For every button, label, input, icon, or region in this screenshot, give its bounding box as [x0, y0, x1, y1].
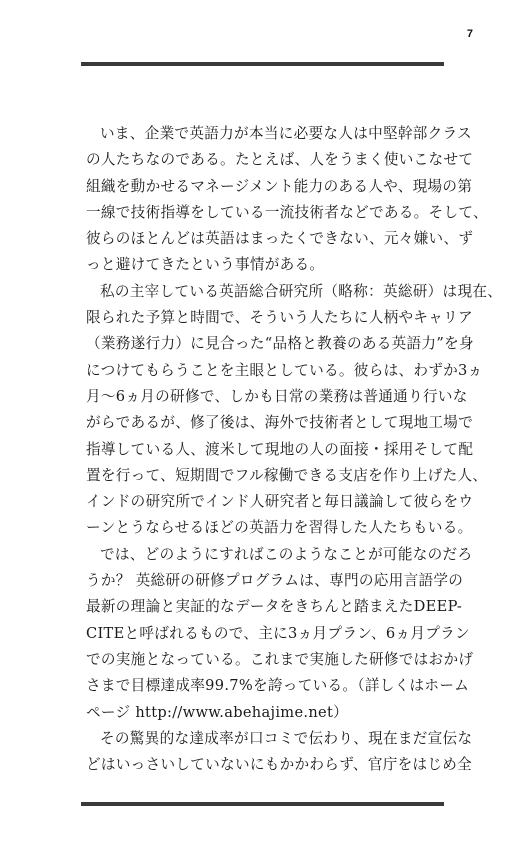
text-line: がらであるが、修了後は、海外で技術者として現地工場で — [86, 414, 474, 432]
text-line: ーンとうならせるほどの英語力を習得した人たちもいる。 — [86, 519, 473, 537]
text-line: いま、企業で英語力が本当に必要な人は中堅幹部クラス — [100, 125, 472, 142]
text-line: 限られた予算と時間で、そういう人たちに人柄やキャリア — [86, 309, 473, 327]
text-line: インドの研究所でインド人研究者と毎日議論して彼らをウ — [86, 493, 474, 511]
body-text — [86, 121, 503, 778]
text-line: （業務遂行力）に見合った“品格と教養のある英語力”を身 — [86, 335, 474, 353]
text-line: での実施となっている。これまで実施した研修ではおかげ — [86, 650, 474, 668]
text-line: では、どのようにすればこのようなことが可能なのだろ — [100, 545, 473, 563]
text-line: 月～6ヵ月の研修で、しかも日常の業務は普通通り行いな — [86, 387, 468, 405]
text-line: どはいっさいしていないにもかかわらず、官庁をはじめ全 — [86, 756, 473, 774]
text-line: 指導している人、渡米して現地の人の面接・採用そして配 — [86, 440, 474, 458]
text-line: っと避けてきたという事情がある。 — [86, 256, 325, 274]
text-line: 一線で技術指導をしている一流技術者などである。そして、 — [86, 203, 488, 221]
text-line: CITEと呼ばれるもので、主に3ヵ月プラン、6ヵ月プラン — [86, 624, 470, 642]
text-line: 置を行って、短期間でフル稼働できる支店を作り上げた人、 — [86, 466, 488, 484]
page-number: 7 — [466, 28, 473, 40]
text-line: 彼らのほとんどは英語はまったくできない、元々嫌い、ず — [86, 230, 474, 248]
text-line: ページ http://www.abehajime.net） — [86, 703, 349, 721]
bottom-rule — [81, 802, 444, 806]
text-line: 私の主宰している英語総合研究所（略称：英総研）は現在、 — [100, 282, 503, 300]
text-line: その驚異的な達成率が口コミで伝わり、現在まだ宣伝な — [100, 729, 473, 747]
text-line: の人たちなのである。たとえば、人をうまく使いこなせて — [86, 151, 474, 169]
text-line: につけてもらうことを主眼としている。彼らは、わずか3ヵ — [86, 361, 483, 379]
text-line: さまで目標達成率99.7%を誇っている。（詳しくはホーム — [86, 677, 470, 695]
text-line: うか？ 英総研の研修プログラムは、専門の応用言語学の — [86, 572, 464, 590]
top-rule — [81, 62, 444, 66]
text-line: 最新の理論と実証的なデータをきちんと踏まえたDEEP- — [86, 598, 463, 616]
text-line: 組織を動かせるマネージメント能力のある人や、現場の第 — [86, 177, 473, 195]
